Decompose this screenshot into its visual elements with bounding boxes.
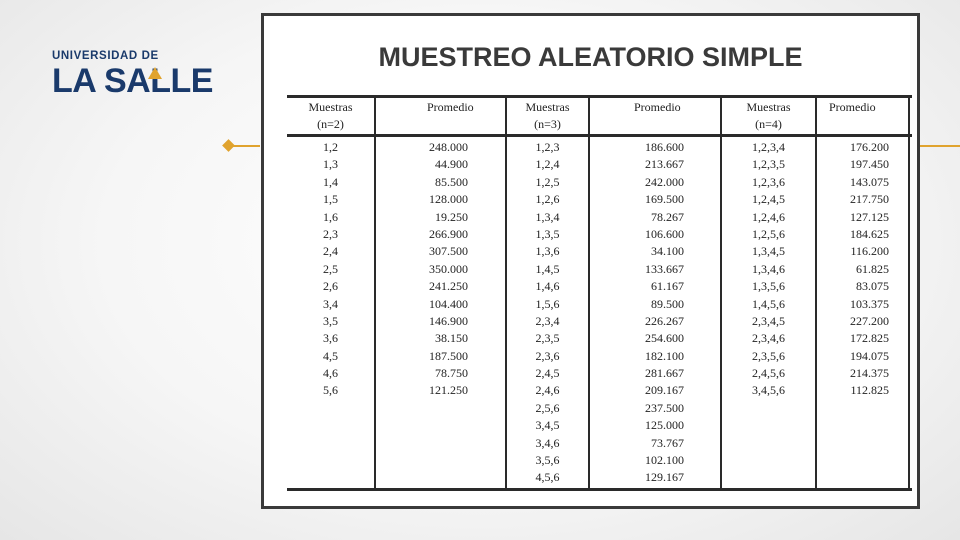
muestras-column-n2: [287, 139, 374, 400]
column-divider: [588, 95, 590, 491]
sample-cell: 1,3,5,6: [752, 279, 785, 294]
mean-cell: 133.667: [645, 261, 684, 276]
mean-cell: 182.100: [645, 348, 684, 363]
header-muestras-label: Muestras: [525, 100, 570, 114]
mean-cell: 241.250: [429, 279, 468, 294]
promedio-column-n2: [387, 139, 468, 400]
sample-cell: 3,4,5,6: [752, 383, 785, 398]
sample-cell: 1,2,3,5: [752, 157, 785, 172]
mean-cell: 73.767: [651, 435, 684, 450]
sample-cell: 1,2,4: [535, 157, 560, 172]
promedio-column-n4: [807, 139, 889, 400]
mean-cell: 266.900: [429, 226, 468, 241]
sample-cell: 1,2,4,6: [752, 209, 785, 224]
table-rule-header: [287, 134, 912, 137]
sample-cell: 1,2,6: [535, 192, 560, 207]
header-promedio: Promedio: [634, 100, 681, 114]
sample-cell: 3,5: [323, 313, 338, 328]
sample-cell: 1,3: [323, 157, 338, 172]
mean-cell: 146.900: [429, 313, 468, 328]
mean-cell: 89.500: [651, 296, 684, 311]
mean-cell: 112.825: [850, 383, 889, 398]
sample-cell: 2,3,4,5: [752, 313, 785, 328]
sample-cell: 2,3: [323, 226, 338, 241]
sample-cell: 1,5: [323, 192, 338, 207]
mean-cell: 85.500: [435, 174, 468, 189]
mean-cell: 44.900: [435, 157, 468, 172]
sample-cell: 1,2,5,6: [752, 226, 785, 241]
mean-cell: 83.075: [856, 279, 889, 294]
sample-cell: 1,3,4,5: [752, 244, 785, 259]
sample-cell: 1,2: [323, 140, 338, 154]
promedio-column-n3: [597, 139, 684, 487]
sample-cell: 3,6: [323, 331, 338, 346]
sample-cell: 2,5: [323, 261, 338, 276]
header-muestras-label: Muestras: [308, 100, 353, 114]
sample-cell: 2,4: [323, 244, 338, 259]
table-rule-bottom: [287, 488, 912, 491]
column-divider: [374, 95, 376, 491]
sample-cell: 1,4,5,6: [752, 296, 785, 311]
sample-cell: 3,4,5: [535, 418, 560, 433]
sample-cell: 5,6: [323, 383, 338, 398]
sample-cell: 1,4: [323, 174, 338, 189]
sample-cell: 2,3,4: [535, 313, 560, 328]
sample-cell: 2,4,5,6: [752, 366, 785, 381]
header-promedio: Promedio: [427, 100, 474, 114]
mean-cell: 184.625: [850, 226, 889, 241]
mean-cell: 38.150: [435, 331, 468, 346]
logo-triangle-icon: [148, 67, 162, 79]
mean-cell: 227.200: [850, 313, 889, 328]
sample-cell: 1,4,6: [535, 279, 560, 294]
mean-cell: 102.100: [645, 453, 684, 468]
mean-cell: 281.667: [645, 366, 684, 381]
mean-cell: 176.200: [850, 140, 889, 154]
mean-cell: 214.375: [850, 366, 889, 381]
mean-cell: 103.375: [850, 296, 889, 311]
sample-cell: 2,3,6: [535, 348, 560, 363]
mean-cell: 143.075: [850, 174, 889, 189]
sample-cell: 2,3,5: [535, 331, 560, 346]
mean-cell: 307.500: [429, 244, 468, 259]
sample-cell: 2,3,4,6: [752, 331, 785, 346]
header-muestras: [722, 99, 815, 133]
mean-cell: 172.825: [850, 331, 889, 346]
sample-cell: 1,4,5: [535, 261, 560, 276]
mean-cell: 226.267: [645, 313, 684, 328]
sample-cell: 2,4,5: [535, 366, 560, 381]
table-rule-top: [287, 95, 912, 98]
mean-cell: 104.400: [429, 296, 468, 311]
mean-cell: 128.000: [429, 192, 468, 207]
mean-cell: 213.667: [645, 157, 684, 172]
sample-cell: 1,2,3,6: [752, 174, 785, 189]
mean-cell: 242.000: [645, 174, 684, 189]
sample-cell: 4,5,6: [535, 470, 560, 485]
sampling-table: [287, 95, 912, 491]
sample-cell: 2,3,5,6: [752, 348, 785, 363]
header-muestras: [507, 99, 588, 133]
university-logo: [52, 50, 222, 99]
header-muestras-label: Muestras: [746, 100, 791, 114]
sample-cell: 1,2,3,4: [752, 140, 785, 154]
mean-cell: 217.750: [850, 192, 889, 207]
header-n-label: (n=4): [755, 117, 782, 131]
mean-cell: 169.500: [645, 192, 684, 207]
sample-cell: 3,4: [323, 296, 338, 311]
sample-cell: 1,3,4,6: [752, 261, 785, 276]
mean-cell: 125.000: [645, 418, 684, 433]
sample-cell: 1,3,5: [535, 226, 560, 241]
sample-cell: 1,5,6: [535, 296, 560, 311]
sample-cell: 1,3,4: [535, 209, 560, 224]
sample-cell: 2,5,6: [535, 400, 560, 415]
header-n-label: (n=3): [534, 117, 561, 131]
logo-top-text: UNIVERSIDAD DE: [52, 50, 159, 62]
logo-main-text: [52, 63, 222, 99]
mean-cell: 34.100: [651, 244, 684, 259]
muestras-column-n4: [722, 139, 815, 400]
decorative-line-right: [920, 145, 960, 147]
sample-cell: 4,6: [323, 366, 338, 381]
sample-cell: 2,6: [323, 279, 338, 294]
sample-cell: 1,2,4,5: [752, 192, 785, 207]
mean-cell: 106.600: [645, 226, 684, 241]
mean-cell: 209.167: [645, 383, 684, 398]
page-title: MUESTREO ALEATORIO SIMPLE: [378, 42, 803, 72]
sample-cell: 1,3,6: [535, 244, 560, 259]
mean-cell: 61.167: [651, 279, 684, 294]
logo-main-label: LA SALLE: [52, 62, 213, 100]
sample-cell: 3,5,6: [535, 453, 560, 468]
mean-cell: 78.267: [651, 209, 684, 224]
mean-cell: 78.750: [435, 366, 468, 381]
mean-cell: 194.075: [850, 348, 889, 363]
header-promedio: Promedio: [829, 100, 876, 114]
muestras-column-n3: [507, 139, 588, 487]
mean-cell: 121.250: [429, 383, 468, 398]
table-right-border: [908, 95, 910, 491]
mean-cell: 116.200: [850, 244, 889, 259]
mean-cell: 61.825: [856, 261, 889, 276]
header-muestras: [287, 99, 374, 133]
mean-cell: 197.450: [850, 157, 889, 172]
mean-cell: 187.500: [429, 348, 468, 363]
sample-cell: 1,2,3: [535, 140, 560, 154]
mean-cell: 350.000: [429, 261, 468, 276]
sample-cell: 2,4,6: [535, 383, 560, 398]
sample-cell: 4,5: [323, 348, 338, 363]
mean-cell: 248.000: [429, 140, 468, 154]
sample-cell: 1,2,5: [535, 174, 560, 189]
mean-cell: 186.600: [645, 140, 684, 154]
mean-cell: 254.600: [645, 331, 684, 346]
mean-cell: 237.500: [645, 400, 684, 415]
mean-cell: 129.167: [645, 470, 684, 485]
sample-cell: 3,4,6: [535, 435, 560, 450]
mean-cell: 127.125: [850, 209, 889, 224]
header-n-label: (n=2): [317, 117, 344, 131]
mean-cell: 19.250: [435, 209, 468, 224]
sample-cell: 1,6: [323, 209, 338, 224]
decorative-line-left: [230, 145, 260, 147]
